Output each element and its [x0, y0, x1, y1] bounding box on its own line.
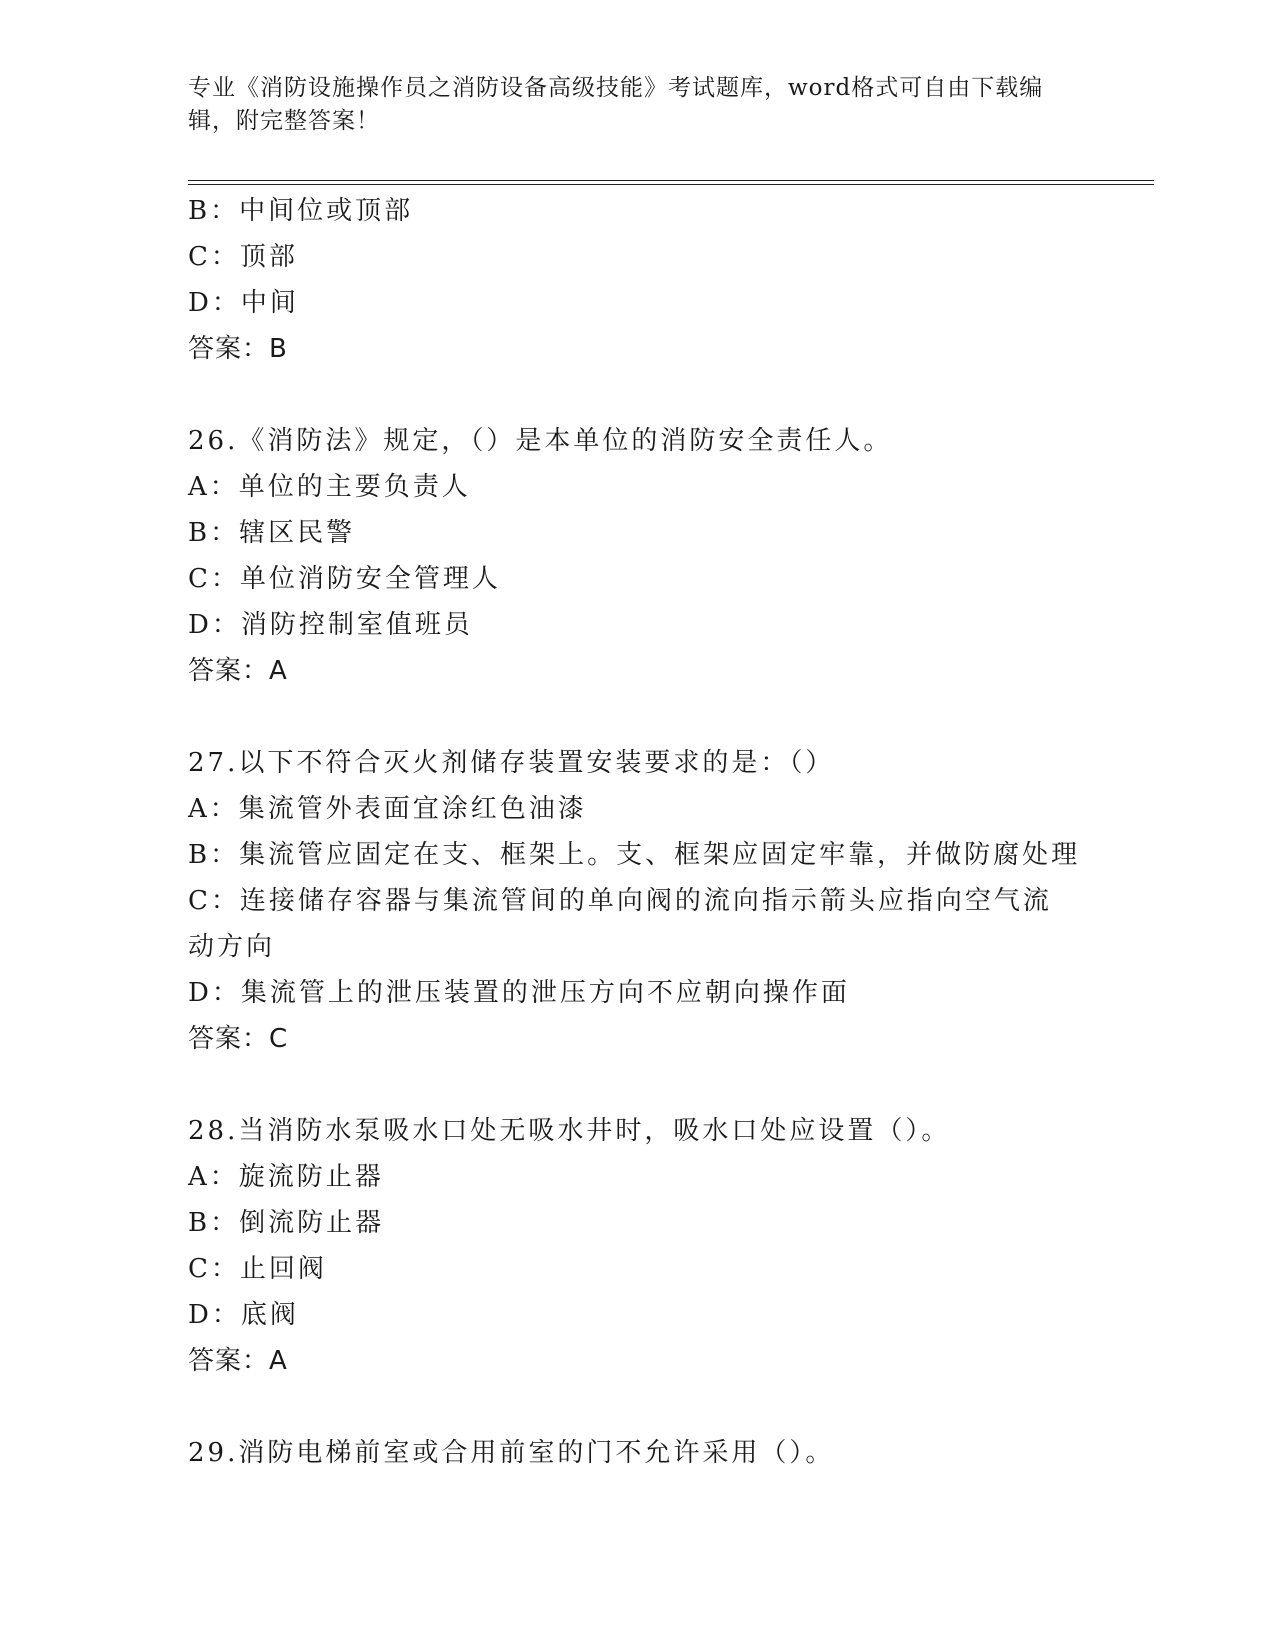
option-d: D：消防控制室值班员 — [188, 610, 473, 640]
option-c: C：单位消防安全管理人 — [188, 564, 501, 594]
option-d: D：底阀 — [188, 1300, 299, 1330]
option-c: C：连接储存容器与集流管间的单向阀的流向指示箭头应指向空气流动方向 — [188, 886, 1052, 962]
option-b: B：中间位或顶部 — [188, 196, 414, 226]
answer: 答案：A — [188, 656, 288, 686]
answer: 答案：C — [188, 1024, 289, 1054]
option-d: D：集流管上的泄压装置的泄压方向不应朝向操作面 — [188, 978, 850, 1008]
option-d: D：中间 — [188, 288, 299, 318]
option-b: B：辖区民警 — [188, 518, 356, 548]
answer: 答案：B — [188, 334, 288, 364]
option-a: A：旋流防止器 — [188, 1162, 384, 1192]
question-list — [188, 188, 1088, 1476]
question-stem: 26.《消防法》规定，（）是本单位的消防安全责任人。 — [188, 426, 893, 456]
option-a: A：集流管外表面宜涂红色油漆 — [188, 794, 587, 824]
document-header: 专业《消防设施操作员之消防设备高级技能》考试题库，word格式可自由下载编辑，附完整答案！ — [188, 75, 1044, 134]
question-stem: 29.消防电梯前室或合用前室的门不允许采用（）。 — [188, 1438, 835, 1468]
option-a: A：单位的主要负责人 — [188, 472, 471, 502]
option-b: B：倒流防止器 — [188, 1208, 385, 1238]
question-stem: 28.当消防水泵吸水口处无吸水井时，吸水口处应设置（）。 — [188, 1116, 951, 1146]
question-stem: 27.以下不符合灭火剂储存装置安装要求的是：（） — [188, 748, 835, 778]
option-b: B：集流管应固定在支、框架上。支、框架应固定牢靠，并做防腐处理 — [188, 840, 1081, 870]
option-c: C：止回阀 — [188, 1254, 327, 1284]
answer: 答案：A — [188, 1346, 288, 1376]
header-divider — [188, 180, 1154, 185]
option-c: C：顶部 — [188, 242, 298, 272]
